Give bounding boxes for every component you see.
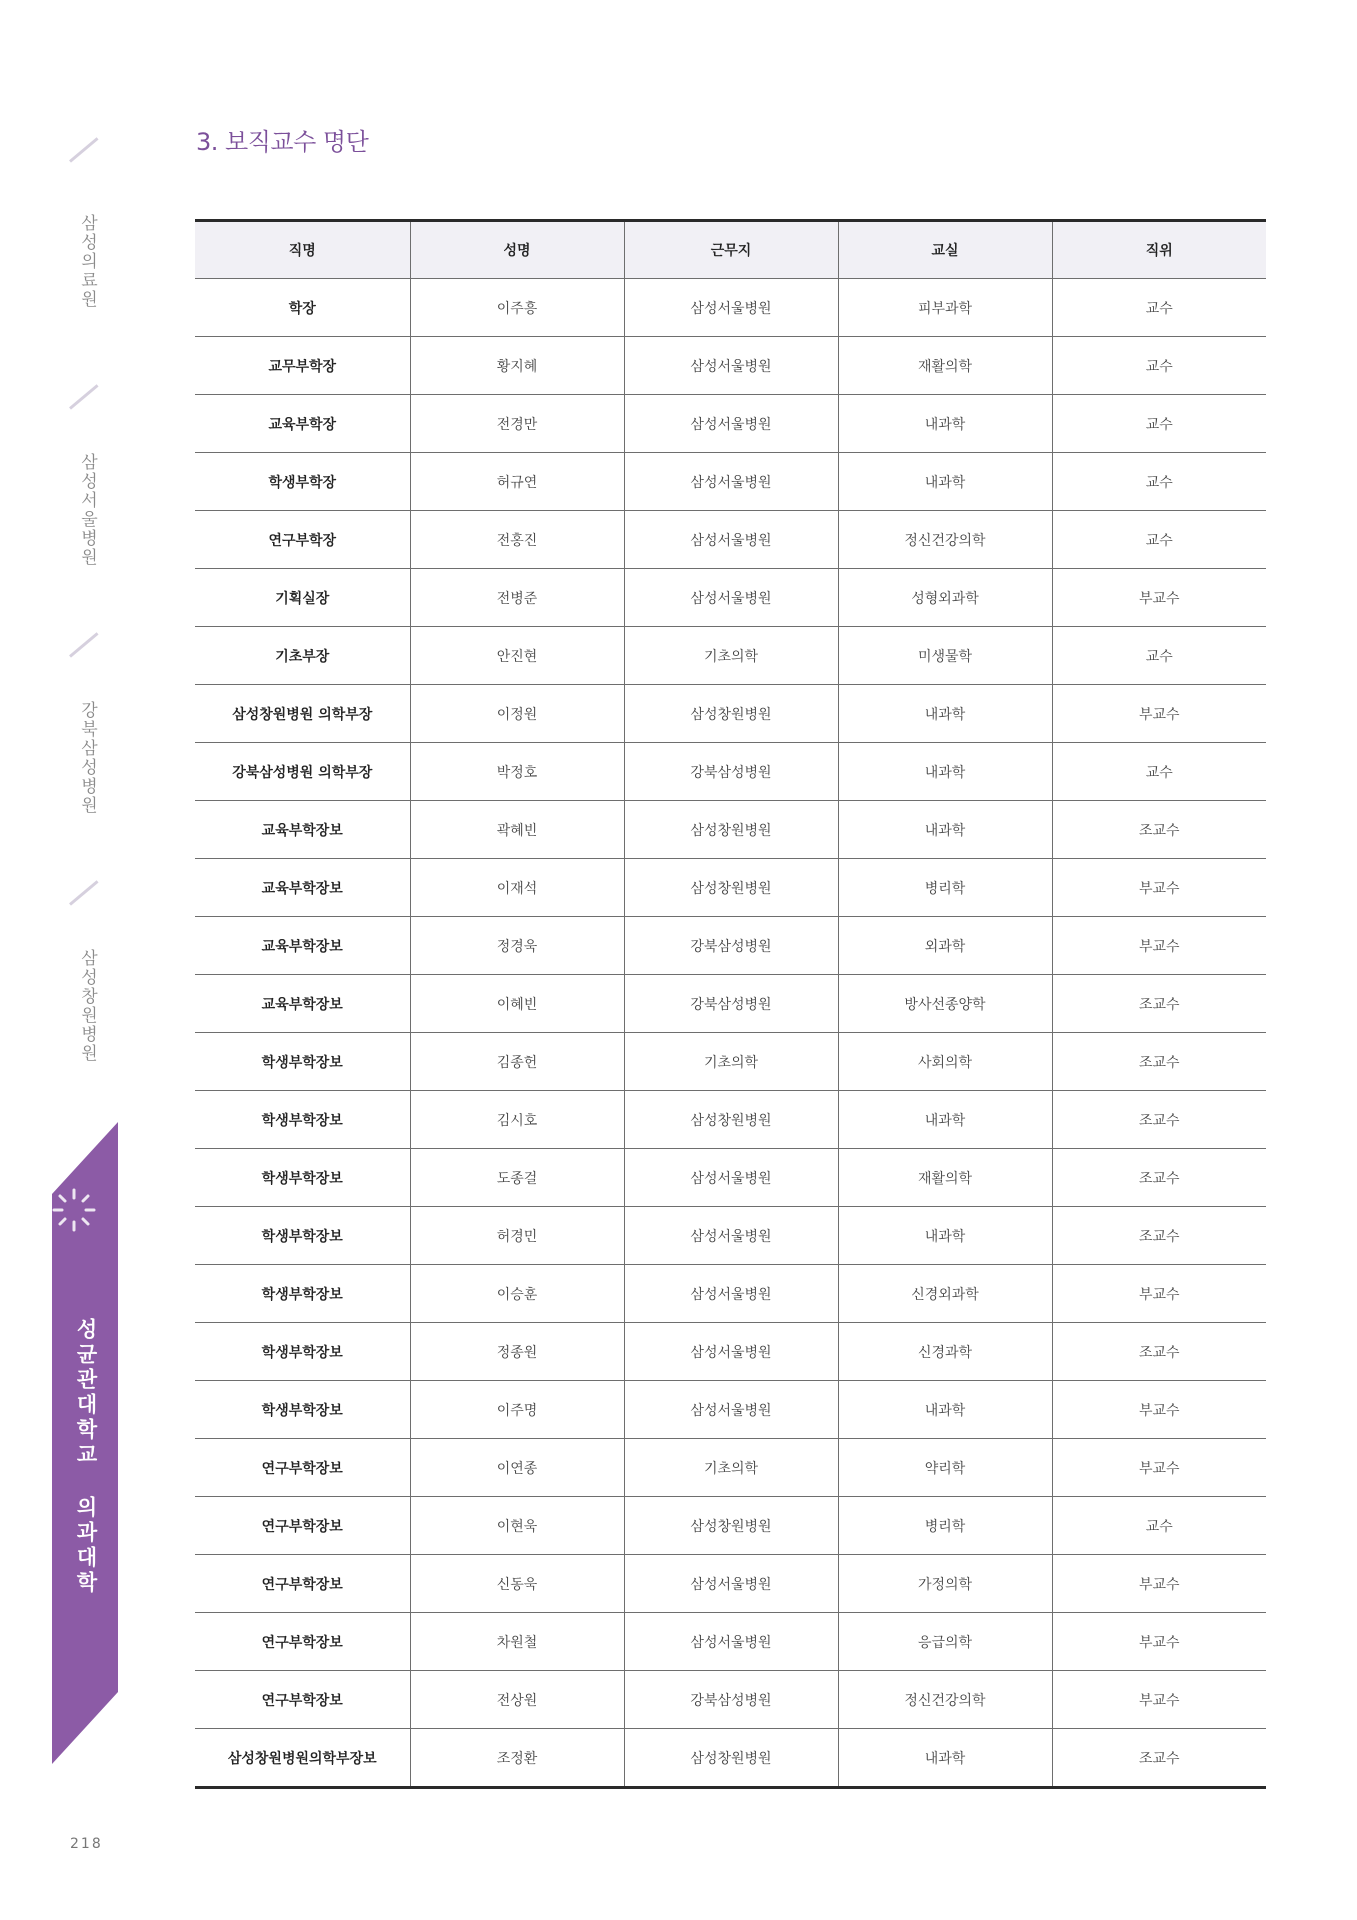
- cell-workplace: 삼성서울병원: [624, 1207, 838, 1265]
- table-row: [195, 1149, 1266, 1207]
- cell-department: 신경외과학: [838, 1265, 1052, 1323]
- table-row: [195, 917, 1266, 975]
- header-rank: 직위: [1052, 221, 1266, 279]
- cell-rank: 부교수: [1052, 917, 1266, 975]
- cell-workplace: 삼성창원병원: [624, 685, 838, 743]
- cell-rank: 부교수: [1052, 1265, 1266, 1323]
- cell-position: 학생부학장보: [195, 1323, 410, 1381]
- cell-position: 교육부학장보: [195, 859, 410, 917]
- cell-name: 허규연: [410, 453, 624, 511]
- cell-workplace: 삼성창원병원: [624, 801, 838, 859]
- cell-rank: 조교수: [1052, 1729, 1266, 1788]
- cell-department: 내과학: [838, 743, 1052, 801]
- cell-name: 이주흥: [410, 279, 624, 337]
- cell-rank: 조교수: [1052, 801, 1266, 859]
- cell-name: 정경욱: [410, 917, 624, 975]
- cell-name: 전상원: [410, 1671, 624, 1729]
- cell-rank: 조교수: [1052, 975, 1266, 1033]
- cell-position: 학생부학장보: [195, 1149, 410, 1207]
- table-row: [195, 1381, 1266, 1439]
- cell-workplace: 강북삼성병원: [624, 1671, 838, 1729]
- cell-workplace: 삼성서울병원: [624, 1323, 838, 1381]
- cell-name: 이승훈: [410, 1265, 624, 1323]
- cell-name: 박정호: [410, 743, 624, 801]
- cell-position: 교육부학장보: [195, 975, 410, 1033]
- cell-name: 안진현: [410, 627, 624, 685]
- cell-name: 정종원: [410, 1323, 624, 1381]
- cell-name: 김종헌: [410, 1033, 624, 1091]
- table-row: [195, 1497, 1266, 1555]
- cell-workplace: 삼성서울병원: [624, 511, 838, 569]
- cell-department: 사회의학: [838, 1033, 1052, 1091]
- cell-workplace: 삼성창원병원: [624, 1091, 838, 1149]
- cell-position: 학장: [195, 279, 410, 337]
- cell-rank: 부교수: [1052, 1381, 1266, 1439]
- cell-rank: 조교수: [1052, 1033, 1266, 1091]
- cell-department: 내과학: [838, 685, 1052, 743]
- cell-workplace: 삼성서울병원: [624, 1613, 838, 1671]
- cell-name: 곽혜빈: [410, 801, 624, 859]
- cell-department: 내과학: [838, 1091, 1052, 1149]
- cell-position: 기획실장: [195, 569, 410, 627]
- table-row: [195, 801, 1266, 859]
- cell-workplace: 삼성서울병원: [624, 1381, 838, 1439]
- cell-position: 학생부학장: [195, 453, 410, 511]
- table-row: [195, 1439, 1266, 1497]
- divider-slash: [69, 880, 99, 905]
- cell-name: 허경민: [410, 1207, 624, 1265]
- cell-rank: 조교수: [1052, 1149, 1266, 1207]
- cell-department: 내과학: [838, 1207, 1052, 1265]
- cell-name: 전홍진: [410, 511, 624, 569]
- header-position: 직명: [195, 221, 410, 279]
- cell-workplace: 기초의학: [624, 1439, 838, 1497]
- table-row: [195, 1729, 1266, 1788]
- cell-department: 외과학: [838, 917, 1052, 975]
- cell-rank: 교수: [1052, 337, 1266, 395]
- cell-position: 연구부학장보: [195, 1671, 410, 1729]
- table-row: [195, 279, 1266, 337]
- cell-rank: 교수: [1052, 743, 1266, 801]
- table-row: [195, 1671, 1266, 1729]
- cell-workplace: 삼성서울병원: [624, 569, 838, 627]
- table-row: [195, 1033, 1266, 1091]
- cell-department: 약리학: [838, 1439, 1052, 1497]
- cell-name: 전경만: [410, 395, 624, 453]
- cell-rank: 부교수: [1052, 1555, 1266, 1613]
- cell-name: 전병준: [410, 569, 624, 627]
- cell-rank: 조교수: [1052, 1323, 1266, 1381]
- cell-name: 도종걸: [410, 1149, 624, 1207]
- cell-position: 학생부학장보: [195, 1091, 410, 1149]
- cell-workplace: 삼성창원병원: [624, 859, 838, 917]
- cell-workplace: 삼성서울병원: [624, 1265, 838, 1323]
- cell-position: 삼성창원병원의학부장보: [195, 1729, 410, 1788]
- cell-position: 학생부학장보: [195, 1207, 410, 1265]
- cell-position: 삼성창원병원 의학부장: [195, 685, 410, 743]
- cell-workplace: 강북삼성병원: [624, 917, 838, 975]
- cell-rank: 교수: [1052, 395, 1266, 453]
- cell-workplace: 강북삼성병원: [624, 743, 838, 801]
- cell-workplace: 삼성서울병원: [624, 337, 838, 395]
- cell-workplace: 강북삼성병원: [624, 975, 838, 1033]
- cell-department: 정신건강의학: [838, 511, 1052, 569]
- cell-name: 이정원: [410, 685, 624, 743]
- table-row: [195, 337, 1266, 395]
- table-row: [195, 1613, 1266, 1671]
- cell-rank: 부교수: [1052, 569, 1266, 627]
- cell-position: 연구부학장: [195, 511, 410, 569]
- cell-department: 재활의학: [838, 1149, 1052, 1207]
- header-workplace: 근무지: [624, 221, 838, 279]
- cell-position: 학생부학장보: [195, 1265, 410, 1323]
- cell-position: 학생부학장보: [195, 1033, 410, 1091]
- cell-position: 연구부학장보: [195, 1497, 410, 1555]
- side-nav-item[interactable]: 강북삼성병원: [77, 701, 97, 815]
- cell-rank: 부교수: [1052, 1671, 1266, 1729]
- cell-rank: 교수: [1052, 453, 1266, 511]
- side-nav-item[interactable]: 삼성의료원: [77, 214, 97, 309]
- cell-workplace: 삼성서울병원: [624, 453, 838, 511]
- cell-workplace: 삼성창원병원: [624, 1497, 838, 1555]
- cell-department: 정신건강의학: [838, 1671, 1052, 1729]
- table-row: [195, 1207, 1266, 1265]
- cell-name: 김시호: [410, 1091, 624, 1149]
- active-section-label: 성균관대학교 의과대학: [74, 1318, 98, 1596]
- cell-department: 성형외과학: [838, 569, 1052, 627]
- table-body: [195, 279, 1266, 1788]
- faculty-roster-table: [195, 219, 1266, 1789]
- table-row: [195, 685, 1266, 743]
- divider-slash: [69, 632, 99, 657]
- cell-workplace: 삼성서울병원: [624, 1555, 838, 1613]
- cell-position: 연구부학장보: [195, 1439, 410, 1497]
- cell-department: 재활의학: [838, 337, 1052, 395]
- cell-department: 내과학: [838, 453, 1052, 511]
- section-title: 3. 보직교수 명단: [196, 128, 369, 156]
- header-name: 성명: [410, 221, 624, 279]
- side-nav-item[interactable]: 삼성서울병원: [77, 453, 97, 567]
- cell-name: 차원철: [410, 1613, 624, 1671]
- cell-name: 황지혜: [410, 337, 624, 395]
- cell-position: 교육부학장보: [195, 801, 410, 859]
- table-row: [195, 511, 1266, 569]
- cell-position: 교육부학장보: [195, 917, 410, 975]
- cell-name: 이주명: [410, 1381, 624, 1439]
- cell-position: 교무부학장: [195, 337, 410, 395]
- cell-position: 교육부학장: [195, 395, 410, 453]
- cell-rank: 부교수: [1052, 1613, 1266, 1671]
- table-row: [195, 569, 1266, 627]
- cell-department: 내과학: [838, 1729, 1052, 1788]
- cell-department: 미생물학: [838, 627, 1052, 685]
- cell-rank: 부교수: [1052, 685, 1266, 743]
- cell-rank: 부교수: [1052, 859, 1266, 917]
- cell-department: 내과학: [838, 801, 1052, 859]
- cell-department: 내과학: [838, 395, 1052, 453]
- cell-department: 응급의학: [838, 1613, 1052, 1671]
- cell-rank: 교수: [1052, 627, 1266, 685]
- cell-position: 연구부학장보: [195, 1613, 410, 1671]
- cell-rank: 조교수: [1052, 1207, 1266, 1265]
- cell-name: 조정환: [410, 1729, 624, 1788]
- cell-rank: 부교수: [1052, 1439, 1266, 1497]
- cell-workplace: 삼성서울병원: [624, 1149, 838, 1207]
- cell-rank: 교수: [1052, 1497, 1266, 1555]
- cell-workplace: 삼성서울병원: [624, 279, 838, 337]
- cell-department: 병리학: [838, 1497, 1052, 1555]
- divider-slash: [69, 384, 99, 409]
- table-row: [195, 975, 1266, 1033]
- cell-department: 신경과학: [838, 1323, 1052, 1381]
- table-row: [195, 1265, 1266, 1323]
- cell-position: 연구부학장보: [195, 1555, 410, 1613]
- table-row: [195, 1091, 1266, 1149]
- cell-name: 이연종: [410, 1439, 624, 1497]
- cell-position: 기초부장: [195, 627, 410, 685]
- cell-position: 학생부학장보: [195, 1381, 410, 1439]
- cell-workplace: 삼성창원병원: [624, 1729, 838, 1788]
- table-row: [195, 743, 1266, 801]
- table-row: [195, 1555, 1266, 1613]
- side-nav-item[interactable]: 삼성창원병원: [77, 949, 97, 1063]
- page-number: 218: [70, 1836, 103, 1852]
- divider-slash: [69, 137, 99, 162]
- cell-department: 병리학: [838, 859, 1052, 917]
- cell-name: 이재석: [410, 859, 624, 917]
- cell-department: 방사선종양학: [838, 975, 1052, 1033]
- cell-department: 가정의학: [838, 1555, 1052, 1613]
- header-department: 교실: [838, 221, 1052, 279]
- sunburst-icon: [52, 1180, 96, 1240]
- cell-rank: 조교수: [1052, 1091, 1266, 1149]
- cell-rank: 교수: [1052, 279, 1266, 337]
- cell-workplace: 삼성서울병원: [624, 395, 838, 453]
- cell-workplace: 기초의학: [624, 627, 838, 685]
- cell-name: 이혜빈: [410, 975, 624, 1033]
- cell-department: 내과학: [838, 1381, 1052, 1439]
- table-row: [195, 1323, 1266, 1381]
- table-row: [195, 859, 1266, 917]
- cell-name: 이현욱: [410, 1497, 624, 1555]
- cell-rank: 교수: [1052, 511, 1266, 569]
- table-row: [195, 395, 1266, 453]
- table-header-row: [195, 221, 1266, 279]
- cell-name: 신동욱: [410, 1555, 624, 1613]
- cell-position: 강북삼성병원 의학부장: [195, 743, 410, 801]
- cell-department: 피부과학: [838, 279, 1052, 337]
- table-row: [195, 627, 1266, 685]
- table-row: [195, 453, 1266, 511]
- cell-workplace: 기초의학: [624, 1033, 838, 1091]
